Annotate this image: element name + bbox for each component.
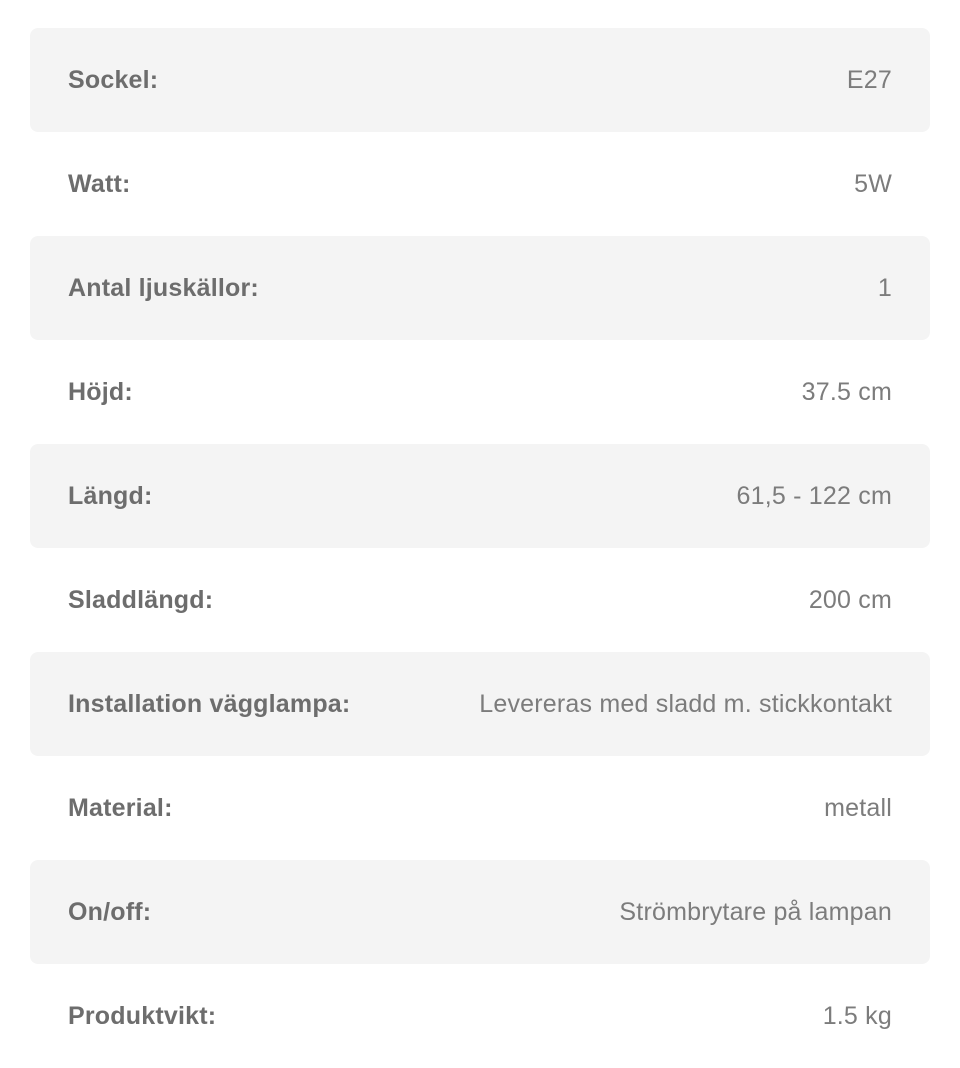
spec-value: Strömbrytare på lampan bbox=[619, 897, 892, 926]
spec-value: metall bbox=[824, 793, 892, 822]
spec-label: Sladdlängd: bbox=[68, 585, 214, 614]
spec-label: Höjd: bbox=[68, 377, 133, 406]
spec-value: 1 bbox=[877, 273, 892, 302]
spec-value: E27 bbox=[846, 65, 892, 94]
table-row bbox=[30, 444, 930, 548]
table-row bbox=[30, 132, 930, 236]
spec-label: Installation vägglampa: bbox=[68, 689, 351, 718]
table-row bbox=[30, 860, 930, 964]
spec-value: Levereras med sladd m. stickkontakt bbox=[479, 689, 892, 718]
table-row bbox=[30, 236, 930, 340]
spec-value: 37.5 cm bbox=[801, 377, 892, 406]
spec-value: 200 cm bbox=[808, 585, 892, 614]
table-row bbox=[30, 340, 930, 444]
spec-value: 5W bbox=[854, 169, 892, 198]
table-row bbox=[30, 964, 930, 1068]
spec-label: Material: bbox=[68, 793, 173, 822]
spec-value: 1.5 kg bbox=[822, 1001, 892, 1030]
spec-value: 61,5 - 122 cm bbox=[736, 481, 892, 510]
table-row bbox=[30, 652, 930, 756]
spec-label: Watt: bbox=[68, 169, 131, 198]
table-row bbox=[30, 28, 930, 132]
table-row bbox=[30, 756, 930, 860]
spec-label: Sockel: bbox=[68, 65, 159, 94]
spec-label: On/off: bbox=[68, 897, 152, 926]
spec-label: Produktvikt: bbox=[68, 1001, 217, 1030]
product-specification-table bbox=[30, 0, 930, 1068]
table-row bbox=[30, 548, 930, 652]
spec-label: Antal ljuskällor: bbox=[68, 273, 259, 302]
spec-label: Längd: bbox=[68, 481, 153, 510]
